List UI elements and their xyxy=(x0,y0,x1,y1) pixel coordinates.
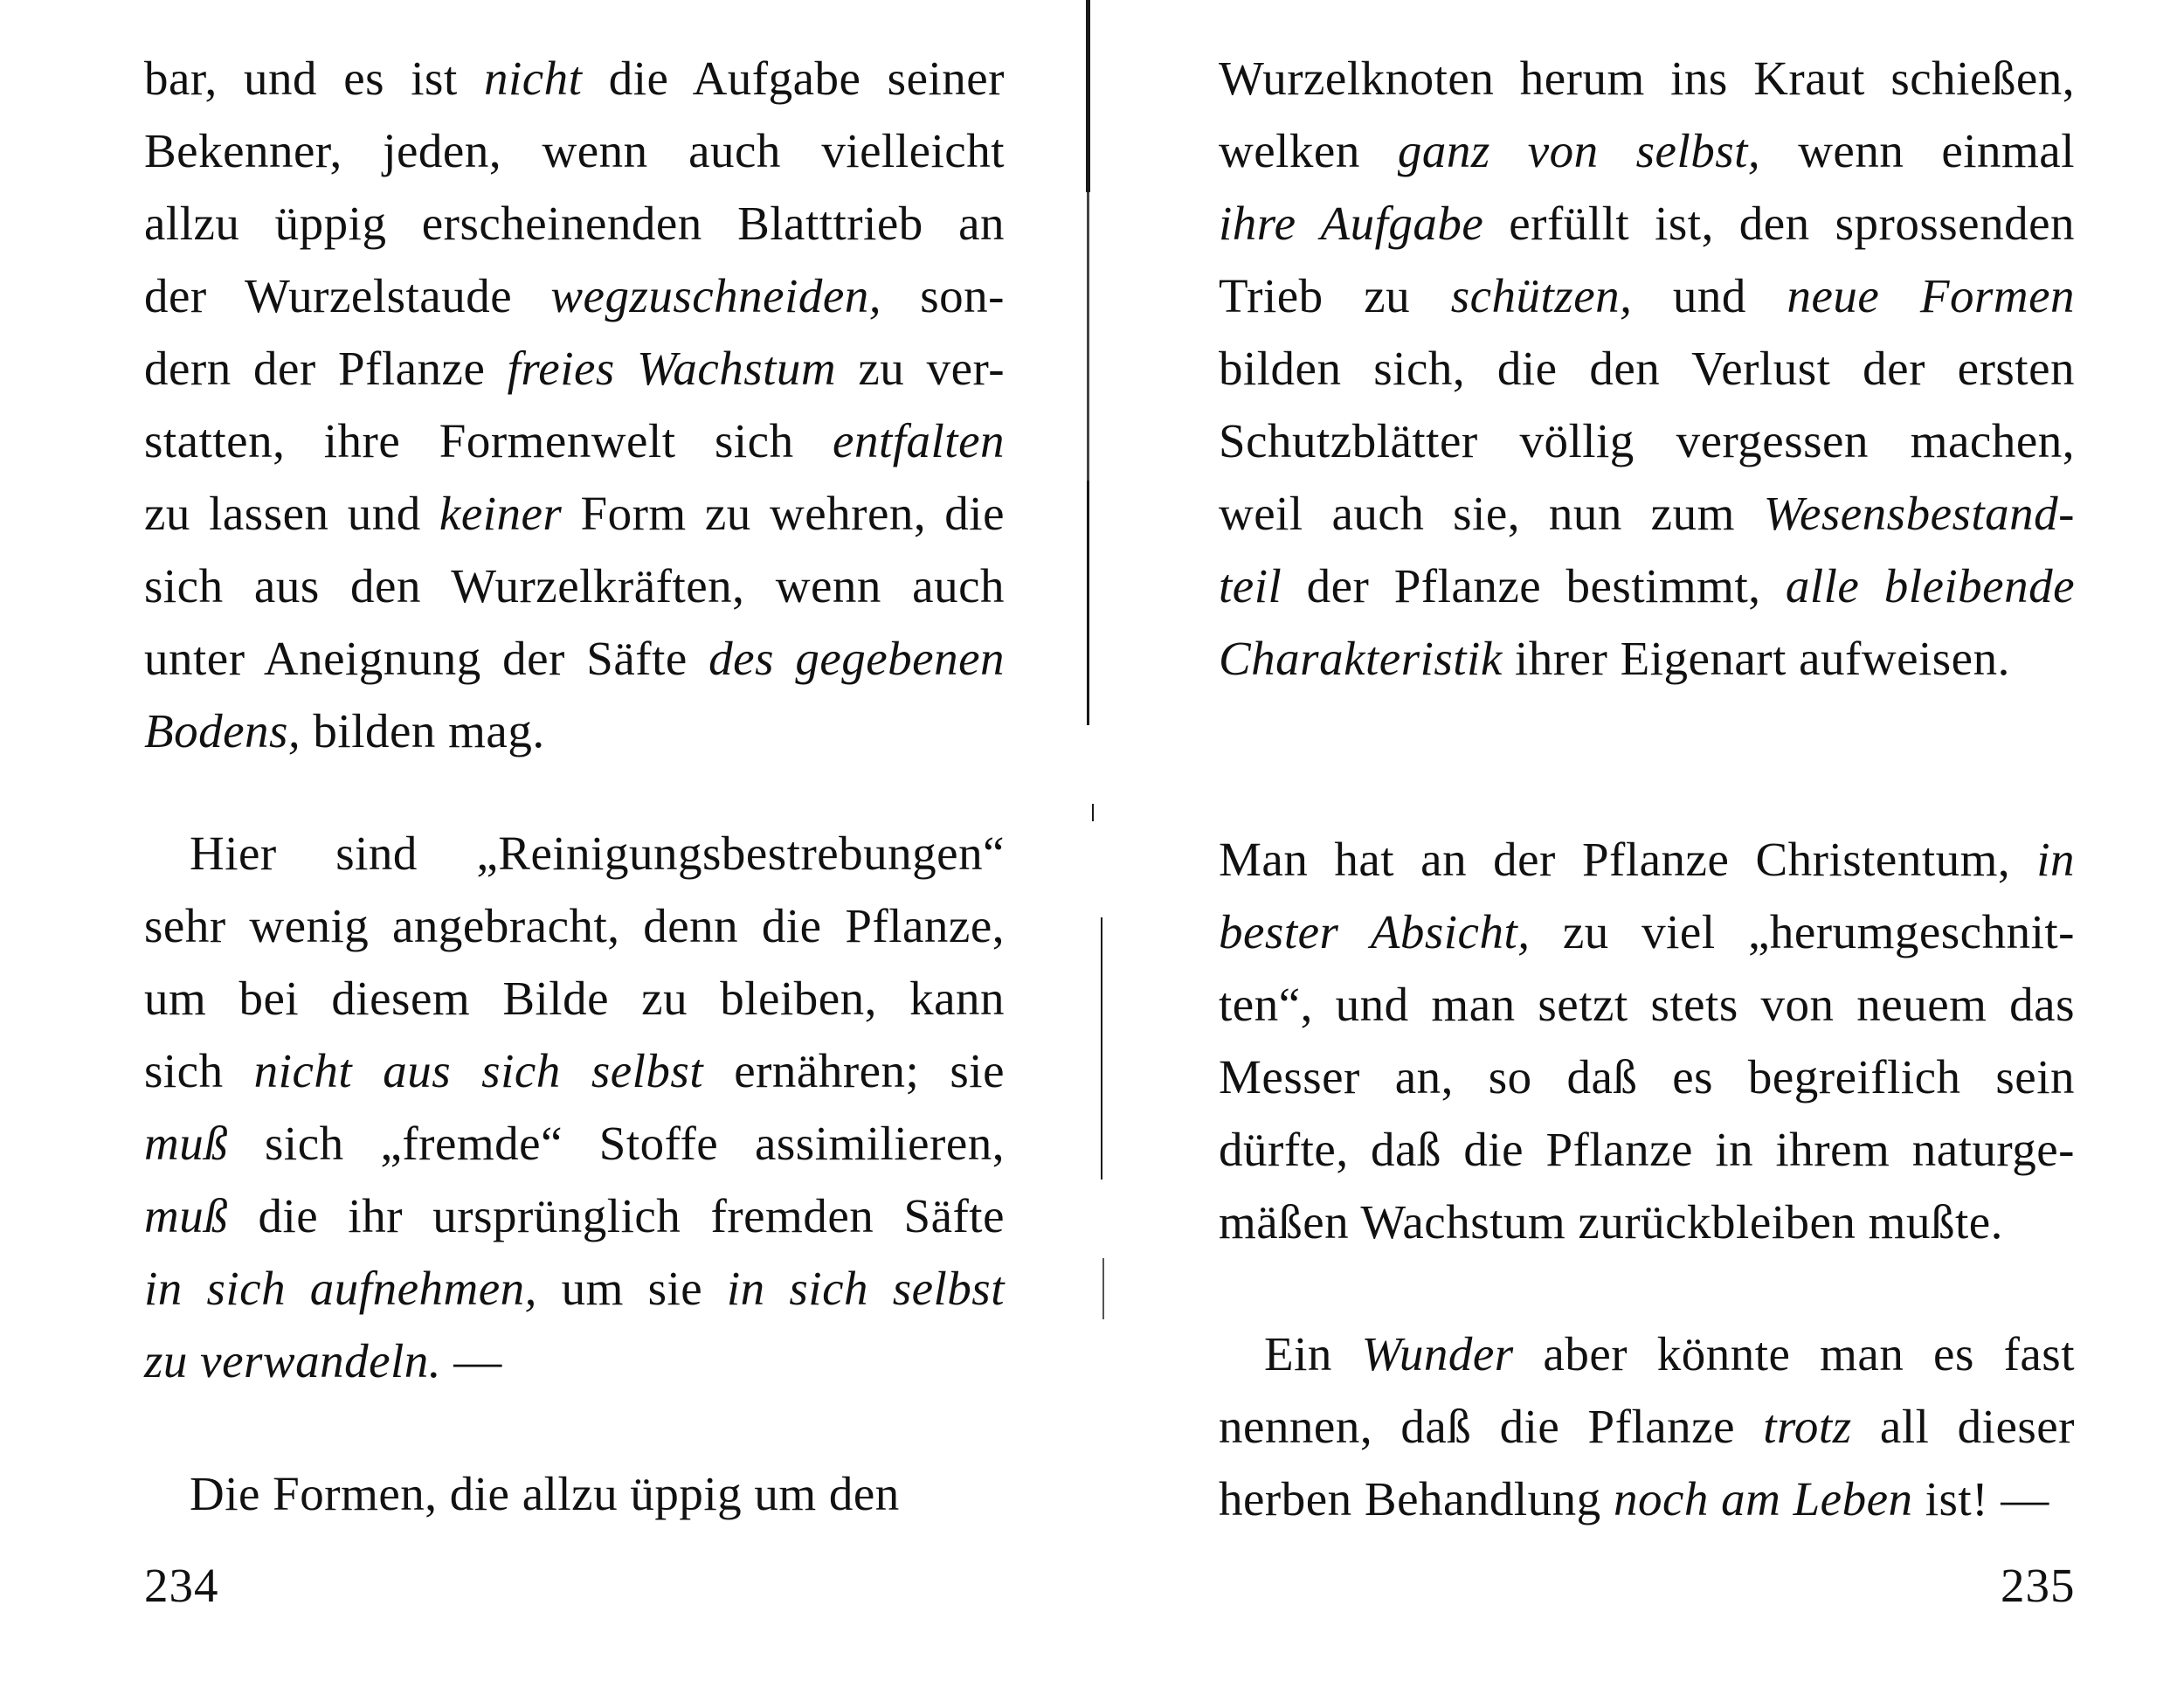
text-segment: die Aufgabe seiner xyxy=(582,52,1005,105)
text-line xyxy=(1219,1390,2075,1463)
italic-text: in xyxy=(2036,833,2075,886)
text-segment: Die Formen, die allzu üppig um den xyxy=(190,1467,900,1520)
gutter-line xyxy=(1087,192,1089,481)
paragraph xyxy=(1219,1318,2075,1535)
text-line xyxy=(1219,332,2075,405)
text-segment: unter Aneignung der Säfte xyxy=(144,632,709,685)
italic-text: Bodens, xyxy=(144,704,301,758)
text-line xyxy=(1219,187,2075,259)
text-line xyxy=(1219,968,2075,1041)
text-segment: sich „fremde“ Stoffe assimilieren, xyxy=(228,1117,1005,1170)
text-segment: wenn einmal xyxy=(1760,124,2075,177)
italic-text: in sich selbst xyxy=(726,1262,1005,1315)
text-segment: Ein xyxy=(1264,1327,1362,1380)
text-line xyxy=(144,405,1005,477)
text-segment: dürfte, daß die Pflanze in ihrem naturge- xyxy=(1219,1123,2075,1176)
italic-text: des gegebenen xyxy=(708,632,1005,685)
italic-text: keiner xyxy=(439,487,563,540)
italic-text: nicht aus sich selbst xyxy=(253,1044,704,1097)
italic-text: Wesensbestand- xyxy=(1763,487,2075,540)
page-number: 235 xyxy=(2001,1559,2076,1612)
text-line xyxy=(1219,1186,2075,1258)
text-segment: aber könnte man es fast xyxy=(1513,1327,2075,1380)
text-segment: ist! — xyxy=(1912,1472,2049,1526)
paragraph xyxy=(144,1457,1005,1530)
gutter-line xyxy=(1101,917,1102,1180)
page-number: 234 xyxy=(144,1559,219,1612)
italic-text: ihre Aufgabe xyxy=(1219,197,1484,250)
italic-text: in sich aufnehmen, xyxy=(144,1262,537,1315)
text-line xyxy=(144,695,1005,767)
gutter-line xyxy=(1102,1258,1104,1319)
gutter-line xyxy=(1092,804,1094,821)
text-segment: sich aus den Wurzelkräften, wenn auch xyxy=(144,559,1005,612)
text-line xyxy=(1219,622,2075,695)
text-line xyxy=(1219,1113,2075,1186)
gutter-line xyxy=(1086,0,1090,192)
text-line xyxy=(1219,1318,2075,1390)
italic-text: nicht xyxy=(483,52,583,105)
italic-text: Wunder xyxy=(1361,1327,1514,1380)
text-line xyxy=(1219,896,2075,968)
text-segment: statten, ihre Formenwelt sich xyxy=(144,414,833,467)
italic-text: teil xyxy=(1219,559,1282,612)
left-page xyxy=(144,0,1005,1695)
text-segment: ten“, und man setzt stets von neuem das xyxy=(1219,978,2075,1031)
text-line xyxy=(144,1457,1005,1530)
text-segment: allzu üppig erscheinenden Blatttrieb an xyxy=(144,197,1005,250)
italic-text: noch am Leben xyxy=(1613,1472,1913,1526)
text-segment: und xyxy=(1632,269,1787,322)
paragraph xyxy=(1219,42,2075,695)
text-line xyxy=(144,889,1005,962)
text-line xyxy=(144,962,1005,1034)
text-line xyxy=(144,1325,1005,1397)
italic-text: muß xyxy=(144,1189,229,1242)
text-segment: Schutzblätter völlig vergessen machen, xyxy=(1219,414,2075,467)
text-line xyxy=(1219,1041,2075,1113)
text-segment: um sie xyxy=(536,1262,727,1315)
text-segment: nennen, daß die Pflanze xyxy=(1219,1400,1764,1453)
text-segment: erfüllt ist, den sprossenden xyxy=(1483,197,2075,250)
paragraph xyxy=(144,42,1005,767)
text-segment: bilden sich, die den Verlust der ersten xyxy=(1219,342,2075,395)
paragraph xyxy=(1219,823,2075,1258)
text-line xyxy=(1219,114,2075,187)
italic-text: schützen, xyxy=(1450,269,1633,322)
italic-text: muß xyxy=(144,1117,229,1170)
text-segment: sich xyxy=(144,1044,254,1097)
text-segment: welken xyxy=(1219,124,1398,177)
text-line xyxy=(1219,823,2075,896)
text-segment: Form zu wehren, die xyxy=(562,487,1005,540)
text-segment: zu viel „herumgeschnit- xyxy=(1530,905,2075,958)
text-line xyxy=(144,187,1005,259)
paragraph xyxy=(144,817,1005,1397)
text-line xyxy=(1219,259,2075,332)
text-segment: ihrer Eigenart aufweisen. xyxy=(1502,632,2010,685)
text-segment: weil auch sie, nun zum xyxy=(1219,487,1764,540)
italic-text: freies Wachstum xyxy=(507,342,837,395)
text-segment: bar, und es ist xyxy=(144,52,484,105)
text-line xyxy=(1219,42,2075,114)
text-line xyxy=(144,477,1005,550)
text-segment: dern der Pflanze xyxy=(144,342,508,395)
text-line xyxy=(144,622,1005,695)
text-segment: — xyxy=(441,1334,502,1387)
text-segment: mäßen Wachstum zurückbleiben mußte. xyxy=(1219,1195,2003,1249)
text-line xyxy=(144,550,1005,622)
italic-text: bester Absicht, xyxy=(1219,905,1531,958)
text-line xyxy=(144,1180,1005,1252)
italic-text: zu verwandeln. xyxy=(144,1334,442,1387)
text-segment: Hier sind „Reinigungsbestrebungen“ xyxy=(190,827,1005,880)
text-segment: bilden mag. xyxy=(301,704,545,758)
text-line xyxy=(1219,550,2075,622)
italic-text: ganz von selbst, xyxy=(1397,124,1761,177)
text-segment: der Pflanze bestimmt, xyxy=(1282,559,1786,612)
text-segment: all dieser xyxy=(1851,1400,2075,1453)
text-segment: zu ver- xyxy=(836,342,1006,395)
text-segment: sehr wenig angebracht, denn die Pflanze, xyxy=(144,899,1005,952)
text-line xyxy=(144,114,1005,187)
text-line xyxy=(144,332,1005,405)
text-segment: Bekenner, jeden, wenn auch vielleicht xyxy=(144,124,1005,177)
text-segment: um bei diesem Bilde zu bleiben, kann xyxy=(144,972,1005,1025)
text-line xyxy=(1219,1463,2075,1535)
italic-text: entfalten xyxy=(833,414,1005,467)
text-line xyxy=(144,1252,1005,1325)
text-segment: Man hat an der Pflanze Christentum, xyxy=(1219,833,2037,886)
italic-text: wegzuschneiden, xyxy=(550,269,882,322)
text-segment: Wurzelknoten herum ins Kraut schießen, xyxy=(1219,52,2075,105)
text-segment: ernähren; sie xyxy=(703,1044,1005,1097)
text-line xyxy=(144,259,1005,332)
text-line xyxy=(1219,405,2075,477)
text-line xyxy=(144,817,1005,889)
text-segment: Messer an, so daß es begreiflich sein xyxy=(1219,1050,2075,1103)
text-segment: Trieb zu xyxy=(1219,269,1451,322)
italic-text: alle bleibende xyxy=(1785,559,2075,612)
text-segment: son- xyxy=(881,269,1005,322)
text-segment: herben Behandlung xyxy=(1219,1472,1614,1526)
italic-text: Charakteristik xyxy=(1219,632,1503,685)
right-page xyxy=(1219,0,2075,1695)
text-line xyxy=(144,1107,1005,1180)
text-line xyxy=(1219,477,2075,550)
text-segment: der Wurzelstaude xyxy=(144,269,551,322)
gutter-line xyxy=(1087,481,1089,725)
text-segment: die ihr ursprünglich fremden Säfte xyxy=(228,1189,1005,1242)
text-segment: zu lassen und xyxy=(144,487,439,540)
text-line xyxy=(144,1034,1005,1107)
italic-text: neue Formen xyxy=(1787,269,2075,322)
italic-text: trotz xyxy=(1763,1400,1852,1453)
text-line xyxy=(144,42,1005,114)
